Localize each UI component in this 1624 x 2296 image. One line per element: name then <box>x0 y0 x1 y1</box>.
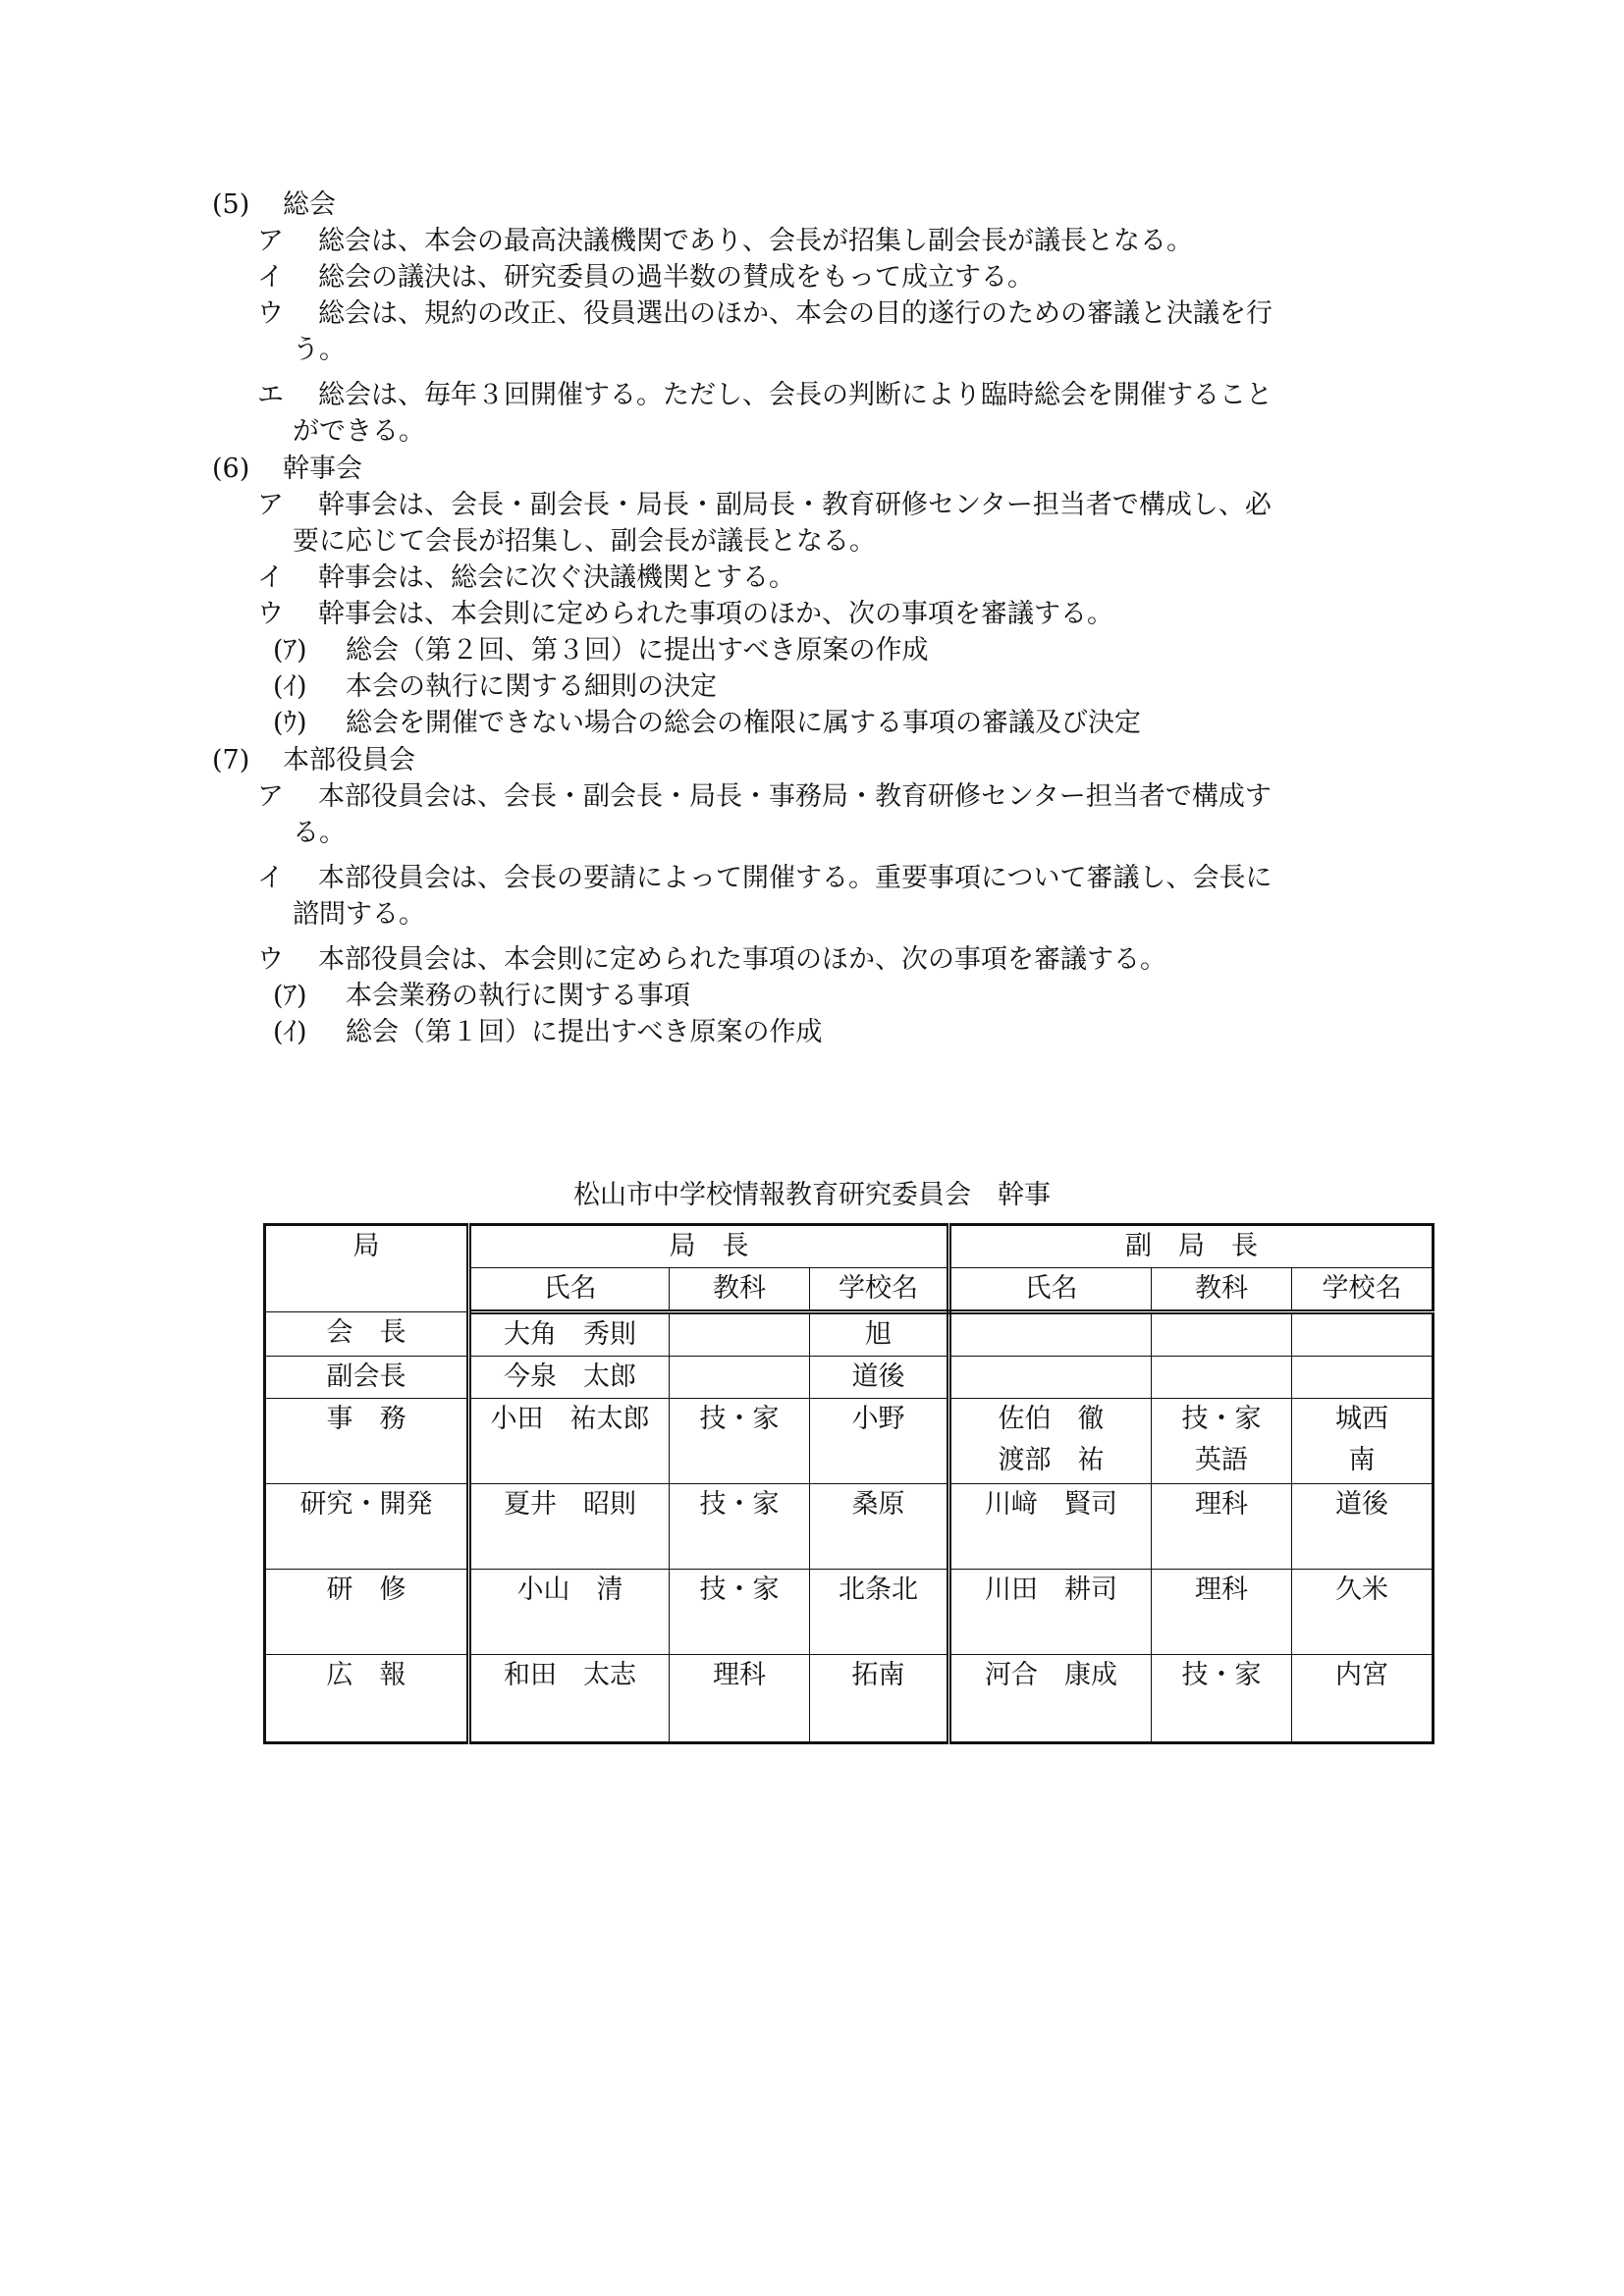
cell-deputy-name: 河合 康成 <box>949 1655 1152 1743</box>
header-deputy-name: 氏名 <box>949 1268 1152 1312</box>
table-title: 松山市中学校情報教育研究委員会 幹事 <box>573 1180 1051 1210</box>
cell-chief-school: 北条北 <box>810 1570 949 1655</box>
cell-chief-school: 旭 <box>810 1312 949 1357</box>
header-deputy-subject: 教科 <box>1152 1268 1292 1312</box>
subclause-text: 本会の執行に関する細則の決定 <box>346 671 717 702</box>
subclause <box>273 633 928 668</box>
deputy-name: 渡部 祐 <box>998 1445 1105 1475</box>
cell-chief-subject <box>670 1357 810 1399</box>
subclause <box>273 669 717 705</box>
table-row <box>265 1655 1434 1743</box>
clause-text: 本部役員会は、会長の要請によって開催する。重要事項について審議し、会長に <box>318 863 1272 893</box>
cell-bureau: 広 報 <box>265 1655 469 1743</box>
cell-deputy-school <box>1292 1357 1434 1399</box>
cell-bureau: 研究・開発 <box>265 1484 469 1570</box>
cell-deputy-subjects <box>1152 1399 1292 1484</box>
cell-chief-name: 小山 清 <box>469 1570 670 1655</box>
cell-bureau: 事 務 <box>265 1399 469 1484</box>
deputy-school: 城西 <box>1335 1404 1389 1434</box>
section-label: (7) <box>212 745 250 775</box>
cell-chief-name: 今泉 太郎 <box>469 1357 670 1399</box>
subclause-label: (ｳ) <box>273 708 307 738</box>
cell-deputy-school: 道後 <box>1292 1484 1434 1570</box>
cell-bureau: 研 修 <box>265 1570 469 1655</box>
cell-deputy-subject: 理科 <box>1152 1570 1292 1655</box>
clause <box>257 561 795 596</box>
cell-deputy-school <box>1292 1312 1434 1357</box>
cell-deputy-subject <box>1152 1357 1292 1399</box>
table-row <box>265 1312 1434 1357</box>
section-heading <box>212 743 415 778</box>
section-title: 総会 <box>283 189 336 220</box>
cell-deputy-subject <box>1152 1312 1292 1357</box>
section-heading <box>212 452 362 487</box>
clause-label: ウ <box>257 944 284 975</box>
clause <box>257 296 1272 332</box>
header-chief: 局 長 <box>469 1225 949 1268</box>
clause-continuation: る。 <box>293 818 346 848</box>
cell-chief-subject: 技・家 <box>670 1399 810 1484</box>
cell-deputy-names <box>949 1399 1152 1484</box>
cell-chief-name: 和田 太志 <box>469 1655 670 1743</box>
clause <box>257 779 1272 815</box>
clause-text: 総会の議決は、研究委員の過半数の賛成をもって成立する。 <box>318 262 1034 293</box>
clause <box>257 942 1166 978</box>
cell-chief-school: 桑原 <box>810 1484 949 1570</box>
cell-chief-name: 大角 秀則 <box>469 1312 670 1357</box>
section-label: (5) <box>212 189 250 220</box>
clause-text: 本部役員会は、本会則に定められた事項のほか、次の事項を審議する。 <box>318 944 1166 975</box>
subclause-label: (ｲ) <box>273 671 307 702</box>
deputy-subject: 技・家 <box>1181 1404 1262 1434</box>
table-row <box>265 1570 1434 1655</box>
clause-continuation: 要に応じて会長が招集し、副会長が議長となる。 <box>293 526 876 557</box>
clause-text: 幹事会は、会長・副会長・局長・副局長・教育研修センター担当者で構成し、必 <box>318 490 1272 520</box>
subclause <box>273 706 1141 741</box>
header-deputy: 副 局 長 <box>949 1225 1434 1268</box>
table-row <box>265 1484 1434 1570</box>
clause-text: 本部役員会は、会長・副会長・局長・事務局・教育研修センター担当者で構成す <box>318 781 1272 812</box>
subclause-label: (ｱ) <box>273 981 307 1011</box>
clause-label: イ <box>257 262 284 293</box>
clause-label: エ <box>257 380 284 410</box>
header-bureau: 局 <box>265 1225 469 1312</box>
clause-label: ウ <box>257 298 284 329</box>
section-title: 本部役員会 <box>283 745 415 775</box>
header-deputy-school: 学校名 <box>1292 1268 1434 1312</box>
cell-chief-school: 拓南 <box>810 1655 949 1743</box>
clause-label: ア <box>257 226 284 256</box>
table-row <box>265 1399 1434 1484</box>
clause-continuation: 諮問する。 <box>293 899 425 930</box>
cell-chief-school: 小野 <box>810 1399 949 1484</box>
header-chief-school: 学校名 <box>810 1268 949 1312</box>
section-title: 幹事会 <box>283 454 362 484</box>
clause-continuation: ができる。 <box>293 416 425 447</box>
cell-deputy-name <box>949 1312 1152 1357</box>
cell-deputy-name <box>949 1357 1152 1399</box>
deputy-name: 佐伯 徹 <box>998 1404 1105 1434</box>
cell-deputy-school: 久米 <box>1292 1570 1434 1655</box>
subclause-text: 本会業務の執行に関する事項 <box>346 981 690 1011</box>
subclause-text: 総会を開催できない場合の総会の権限に属する事項の審議及び決定 <box>346 708 1141 738</box>
cell-chief-subject <box>670 1312 810 1357</box>
subclause-text: 総会（第２回、第３回）に提出すべき原案の作成 <box>346 635 929 666</box>
subclause-text: 総会（第１回）に提出すべき原案の作成 <box>346 1017 823 1047</box>
clause <box>257 861 1272 896</box>
cell-chief-subject: 理科 <box>670 1655 810 1743</box>
clause-text: 総会は、規約の改正、役員選出のほか、本会の目的遂行のための審議と決議を行 <box>318 298 1272 329</box>
clause <box>257 260 1034 295</box>
table-row <box>265 1357 1434 1399</box>
cell-deputy-school: 内宮 <box>1292 1655 1434 1743</box>
clause-continuation: う。 <box>293 335 346 365</box>
cell-chief-subject: 技・家 <box>670 1570 810 1655</box>
cell-deputy-schools <box>1292 1399 1434 1484</box>
cell-chief-name: 小田 祐太郎 <box>469 1399 670 1484</box>
subclause-label: (ｲ) <box>273 1017 307 1047</box>
table-header-row <box>265 1225 1434 1268</box>
cell-deputy-subject: 理科 <box>1152 1484 1292 1570</box>
cell-deputy-name: 川田 耕司 <box>949 1570 1152 1655</box>
clause-text: 幹事会は、本会則に定められた事項のほか、次の事項を審議する。 <box>318 599 1113 629</box>
clause-label: ア <box>257 490 284 520</box>
clause-text: 総会は、毎年３回開催する。ただし、会長の判断により臨時総会を開催すること <box>318 380 1272 410</box>
cell-bureau: 副会長 <box>265 1357 469 1399</box>
clause <box>257 597 1113 632</box>
header-chief-subject: 教科 <box>670 1268 810 1312</box>
cell-bureau: 会 長 <box>265 1312 469 1357</box>
clause-label: ウ <box>257 599 284 629</box>
subclause-label: (ｱ) <box>273 635 307 666</box>
clause-label: イ <box>257 562 284 593</box>
clause <box>257 224 1193 259</box>
subclause <box>273 1015 822 1050</box>
cell-deputy-subject: 技・家 <box>1152 1655 1292 1743</box>
clause <box>257 488 1272 523</box>
clause-text: 総会は、本会の最高決議機関であり、会長が招集し副会長が議長となる。 <box>318 226 1193 256</box>
cell-chief-name: 夏井 昭則 <box>469 1484 670 1570</box>
clause-label: イ <box>257 863 284 893</box>
officers-table <box>263 1223 1435 1744</box>
header-chief-name: 氏名 <box>469 1268 670 1312</box>
cell-chief-school: 道後 <box>810 1357 949 1399</box>
section-heading <box>212 187 336 223</box>
subclause <box>273 979 690 1014</box>
clause <box>257 378 1272 413</box>
section-label: (6) <box>212 454 250 484</box>
clause-text: 幹事会は、総会に次ぐ決議機関とする。 <box>318 562 795 593</box>
deputy-school: 南 <box>1348 1445 1376 1475</box>
cell-chief-subject: 技・家 <box>670 1484 810 1570</box>
clause-label: ア <box>257 781 284 812</box>
deputy-subject: 英語 <box>1195 1445 1249 1475</box>
cell-deputy-name: 川﨑 賢司 <box>949 1484 1152 1570</box>
